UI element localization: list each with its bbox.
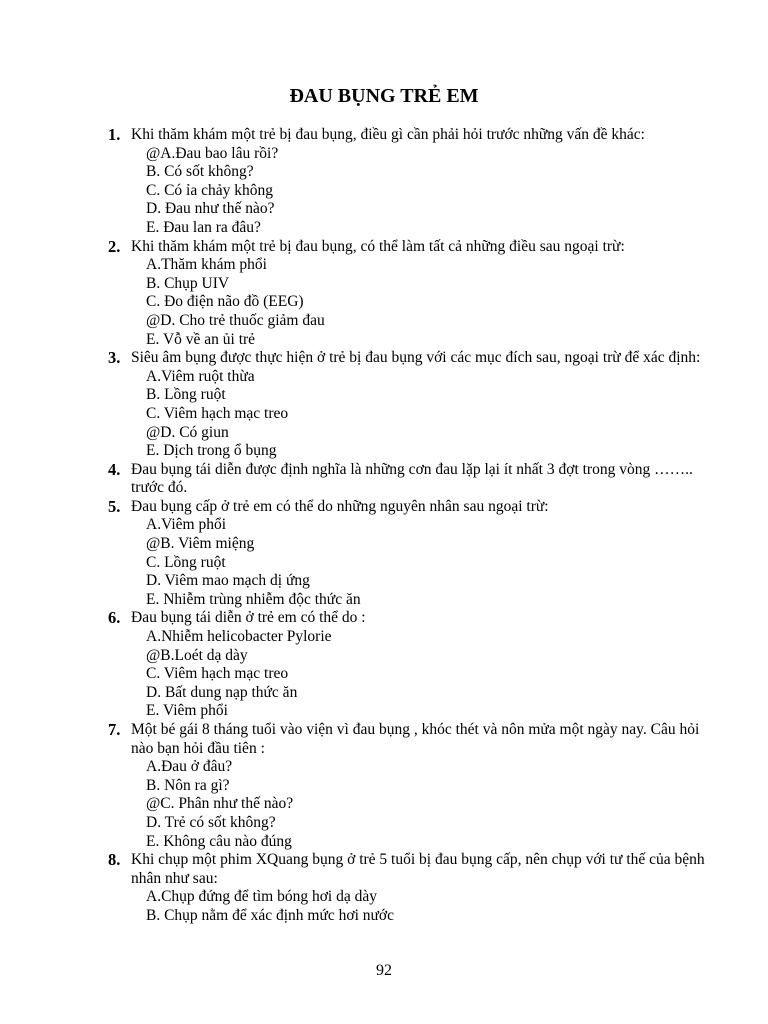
question-number: 7. (108, 720, 121, 739)
question-stem (108, 721, 708, 758)
answer-option: C. Đo điện não đồ (EEG) (146, 293, 304, 311)
question-text: Khi chụp một phim XQuang bụng ở trẻ 5 tuổi bị đau bụng cấp, nên chụp với tư thế của bệnh nhân như sau: (131, 851, 705, 887)
question-stem (108, 238, 708, 257)
question-text: Một bé gái 8 tháng tuổi vào viện vì đau bụng , khóc thét và nôn mửa một ngày nay. Câu hỏi nào bạn hỏi đầu tiên : (131, 721, 700, 757)
answer-option: @C. Phân như thế nào? (146, 795, 294, 813)
answer-option: A.Đau ở đâu? (146, 758, 233, 776)
question-number: 5. (108, 496, 121, 516)
answer-option: E. Không câu nào đúng (146, 832, 292, 850)
answer-option: B. Có sốt không? (146, 163, 254, 181)
answer-option: @D. Cho trẻ thuốc giảm đau (146, 311, 325, 329)
question-stem (108, 461, 708, 498)
question-6 (108, 609, 708, 721)
answer-options (108, 368, 708, 461)
page-number: 92 (376, 962, 392, 979)
answer-option: B. Nôn ra gì? (146, 776, 230, 794)
answer-option: A.Thăm khám phổi (146, 256, 267, 274)
question-7 (108, 721, 708, 851)
question-text: Đau bụng tái diễn ở trẻ em có thể do : (131, 609, 366, 627)
answer-option: D. Đau như thế nào? (146, 200, 275, 218)
answer-option: A.Viêm phổi (146, 516, 227, 534)
page-title: ĐAU BỤNG TRẺ EM (289, 85, 479, 107)
question-text: Khi thăm khám một trẻ bị đau bụng, điều gì cần phải hỏi trước những vấn đề khác: (131, 126, 645, 143)
question-1 (108, 126, 708, 238)
answer-option: E. Vỗ về an ủi trẻ (146, 330, 256, 348)
question-text: Đau bụng tái diễn được định nghĩa là những cơn đau lặp lại ít nhất 3 đợt trong vòng …….. trước đó. (131, 460, 693, 497)
answer-option: E. Dịch trong ổ bụng (146, 442, 277, 460)
answer-option: D. Bất dung nạp thức ăn (146, 683, 298, 701)
answer-option: @B. Viêm miệng (146, 535, 255, 553)
answer-option: B. Chụp nằm để xác định mức hơi nước (146, 906, 394, 924)
answer-options (108, 145, 708, 238)
answer-option: C. Lồng ruột (146, 553, 226, 571)
answer-option: E. Đau lan ra đâu? (146, 218, 261, 236)
answer-option: @D. Có giun (146, 423, 229, 441)
question-text: Đau bụng cấp ở trẻ em có thể do những nguyên nhân sau ngoại trừ: (131, 497, 549, 515)
question-3 (108, 349, 708, 461)
answer-option: C. Viêm hạch mạc treo (146, 404, 289, 422)
answer-option: D. Trẻ có sốt không? (146, 813, 276, 831)
answer-option: A.Viêm ruột thừa (146, 367, 255, 385)
answer-option: @B.Loét dạ dày (146, 646, 248, 664)
answer-options (108, 256, 708, 349)
question-5 (108, 498, 708, 610)
answer-option: E. Viêm phổi (146, 702, 228, 720)
question-stem (108, 349, 708, 368)
answer-options (108, 628, 708, 721)
question-number: 2. (108, 236, 121, 256)
question-number: 3. (108, 348, 121, 368)
answer-option: B. Lồng ruột (146, 386, 226, 404)
answer-options (108, 516, 708, 609)
answer-option: C. Viêm hạch mạc treo (146, 665, 289, 683)
question-text: Khi thăm khám một trẻ bị đau bụng, có thể làm tất cả những điều sau ngoại trừ: (131, 237, 625, 255)
question-stem (108, 609, 708, 628)
answer-option: A.Nhiễm helicobacter Pylorie (146, 628, 332, 646)
question-2 (108, 238, 708, 350)
question-number: 1. (108, 125, 121, 144)
answer-option: @A.Đau bao lâu rồi? (146, 144, 279, 162)
question-text: Siêu âm bụng được thực hiện ở trẻ bị đau bụng với các mục đích sau, ngoại trừ để xác định: (131, 349, 701, 367)
answer-option: C. Có ỉa chảy không (146, 181, 273, 199)
answer-option: B. Chụp UIV (146, 274, 230, 292)
answer-option: E. Nhiễm trùng nhiễm độc thức ăn (146, 590, 361, 608)
answer-option: D. Viêm mao mạch dị ứng (146, 572, 310, 590)
answer-options (108, 888, 708, 925)
answer-option: A.Chụp đứng để tìm bóng hơi dạ dày (146, 888, 377, 906)
question-number: 6. (108, 608, 121, 628)
question-list (108, 126, 708, 926)
question-stem (108, 126, 708, 145)
question-number: 4. (108, 459, 121, 479)
answer-options (108, 758, 708, 851)
question-stem (108, 851, 708, 888)
question-stem (108, 498, 708, 517)
question-8 (108, 851, 708, 925)
question-4 (108, 461, 708, 498)
question-number: 8. (108, 850, 121, 870)
